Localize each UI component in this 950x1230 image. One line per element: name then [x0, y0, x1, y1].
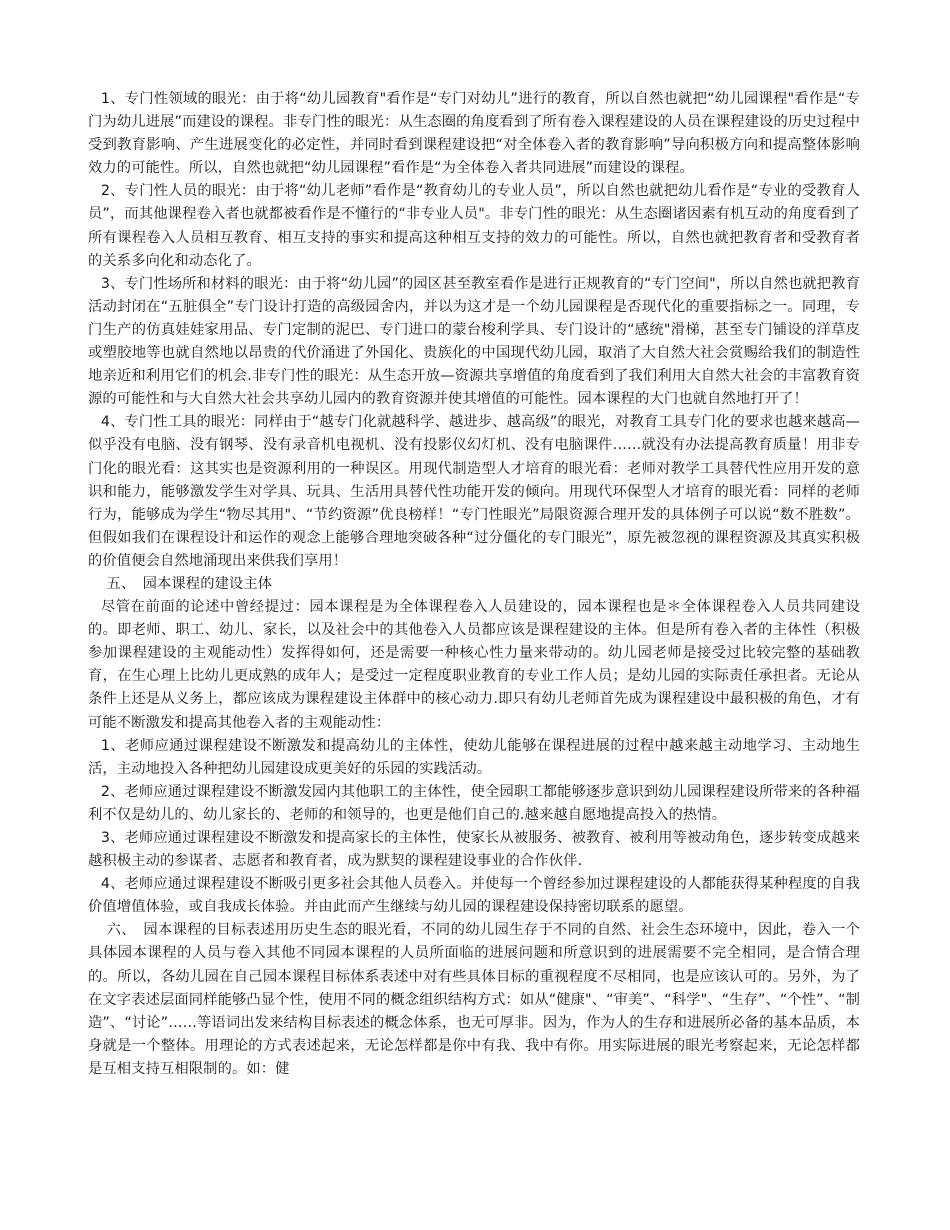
paragraph-domain-perspective: 1、专门性领域的眼光：由于将“幼儿园教育"看作是“专门对幼儿”进行的教育，所以自然也就把“幼儿园课程"看作是“专门为幼儿进展”而建设的课程。非专门性的眼光：从生态圈的角度看到了所有卷入课程建设的人员在课程建设的历史过程中受到教育影响、产生进展变化的必定性，并同时看到课程建设把“对全体卷入者的教育影响”导向积极方向和提高整体影响效力的可能性。所以，自然也就把“幼儿园课程”看作是“为全体卷入者共同进展”而建设的课程。: [88, 91, 860, 177]
list-item-teacher-society: 4、老师应通过课程建设不断吸引更多社会其他人员卷入。并使每一个曾经参加过课程建设的人都能获得某种程度的自我价值增值体验，或自我成长体验。并由此而产生继续与幼儿园的课程建设保持密切联系的愿望。: [88, 876, 860, 916]
paragraph-venue-materials-perspective: 3、专门性场所和材料的眼光：由于将“幼儿园”的园区甚至教室看作是进行正规教育的“专门空间"，所以自然也就把教育活动封闭在“五脏俱全”专门设计打造的高级园舍内，并以为这才是一个幼儿园课程是否现代化的重要指标之一。同理，专门生产的仿真娃娃家用品、专门定制的泥巴、专门进口的蒙台梭利学具、专门设计的“感统"滑梯，甚至专门铺设的洋草皮或塑胶地等也就自然地以昂贵的代价涌进了外国化、贵族化的中国现代幼儿园，取消了大自然大社会赏赐给我们的制造性地亲近和利用它们的机会.非专门性的眼光：从生态开放—资源共享增值的角度看到了我们利用大自然大社会的丰富教育资源的可能性和与大自然大社会共享幼儿园内的教育资源并使其增值的可能性。园本课程的大门也就自然地打开了！: [88, 275, 860, 408]
paragraph-construction-subject: 尽管在前面的论述中曾经提过：园本课程是为全体课程卷入人员建设的，园本课程也是＊全体课程卷入人员共同建设的。即老师、职工、幼儿、家长，以及社会中的其他卷入人员都应该是课程建设的主体。但是所有卷入者的主体性（积极参加课程建设的主观能动性）发挥得如何，还是需要一种核心性力量来带动的。幼儿园老师是接受过比较完整的基础教育，在生心理上比幼儿更成熟的成年人；是受过一定程度职业教育的专业工作人员；是幼儿园的实际责任承担者。无论从条件上还是从义务上，都应该成为课程建设主体群中的核心动力.即只有幼儿老师首先成为课程建设中最积极的角色，才有可能不断激发和提高其他卷入者的主观能动性：: [88, 599, 860, 731]
paragraph-tools-perspective: 4、专门性工具的眼光：同样由于“越专门化就越科学、越进步、越高级”的眼光，对教育工具专门化的要求也越来越高—似乎没有电脑、没有钢琴、没有录音机电视机、没有投影仪幻灯机、没有电脑课件……就没有办法提高教育质量！用非专门化的眼光看：这其实也是资源利用的一种误区。用现代制造型人才培育的眼光看：老师对教学工具替代性应用开发的意识和能力，能够激发学生对学具、玩具、生活用具替代性功能开发的倾向。用现代环保型人才培育的眼光看：同样的老师行为，能够成为学生“物尽其用"、“节约资源”优良榜样！“专门性眼光”局限资源合理开发的具体例子可以说“数不胜数”。但假如我们在课程设计和运作的观念上能够合理地突破各种“过分僵化的专门眼光”，原先被忽视的课程资源及其真实积极的价值便会自然地涌现出来供我们享用！: [88, 414, 860, 569]
list-item-teacher-parents: 3、老师应通过课程建设不断激发和提高家长的主体性，使家长从被服务、被教育、被利用等被动角色，逐步转变成越来越积极主动的参谋者、志愿者和教育者，成为默契的课程建设事业的合作伙伴.: [88, 830, 860, 870]
list-item-teacher-staff: 2、老师应通过课程建设不断激发园内其他职工的主体性，使全园职工都能够逐步意识到幼儿园课程建设所带来的各种福利不仅是幼儿的、幼儿家长的、老师的和领导的，也更是他们自己的.越来越自愿地提高投入的热情。: [88, 783, 860, 823]
section-heading-five: 五、 园本课程的建设主体: [106, 575, 273, 592]
document-page: [88, 88, 860, 1081]
paragraph-personnel-perspective: 2、专门性人员的眼光：由于将“幼儿老师”看作是“教育幼儿的专业人员”，所以自然也就把幼儿看作是“专业的受教育人员”，而其他课程卷入者也就都被看作是不懂行的“非专业人员"。非专门性的眼光：从生态圈诸因素有机互动的角度看到了所有课程卷入人员相互教育、相互支持的事实和提高这种相互支持的效力的可能性。所以，自然也就把教育者和受教育者的关系多向化和动态化了。: [88, 183, 860, 269]
paragraph-section-six-goals: 六、 园本课程的目标表述用历史生态的眼光看，不同的幼儿园生存于不同的自然、社会生态环境中，因此，卷入一个具体园本课程的人员与卷入其他不同园本课程的人员所面临的进展问题和所意识到的进展需要不完全相同，是合情合理的。所以，各幼儿园在自己园本课程目标体系表述中对有些具体目标的重视程度不尽相同，也是应该认可的。另外，为了在文字表述层面同样能够凸显个性，使用不同的概念组织结构方式：如从“健康"、“审美”、“科学"、“生存”、“个性”、“制造”、“讨论”……等语词出发来结构目标表述的概念体系，也无可厚非。因为，作为人的生存和进展所必备的基本品质，本身就是一个整体。用理论的方式表述起来，无论怎样都是你中有我、我中有你。用实际进展的眼光考察起来，无论怎样都是互相支持互相限制的。如：健: [88, 922, 860, 1077]
list-item-teacher-children: 1、老师应通过课程建设不断激发和提高幼儿的主体性，使幼儿能够在课程进展的过程中越来越主动地学习、主动地生活，主动地投入各种把幼儿园建设成更美好的乐园的实践活动。: [88, 737, 860, 777]
